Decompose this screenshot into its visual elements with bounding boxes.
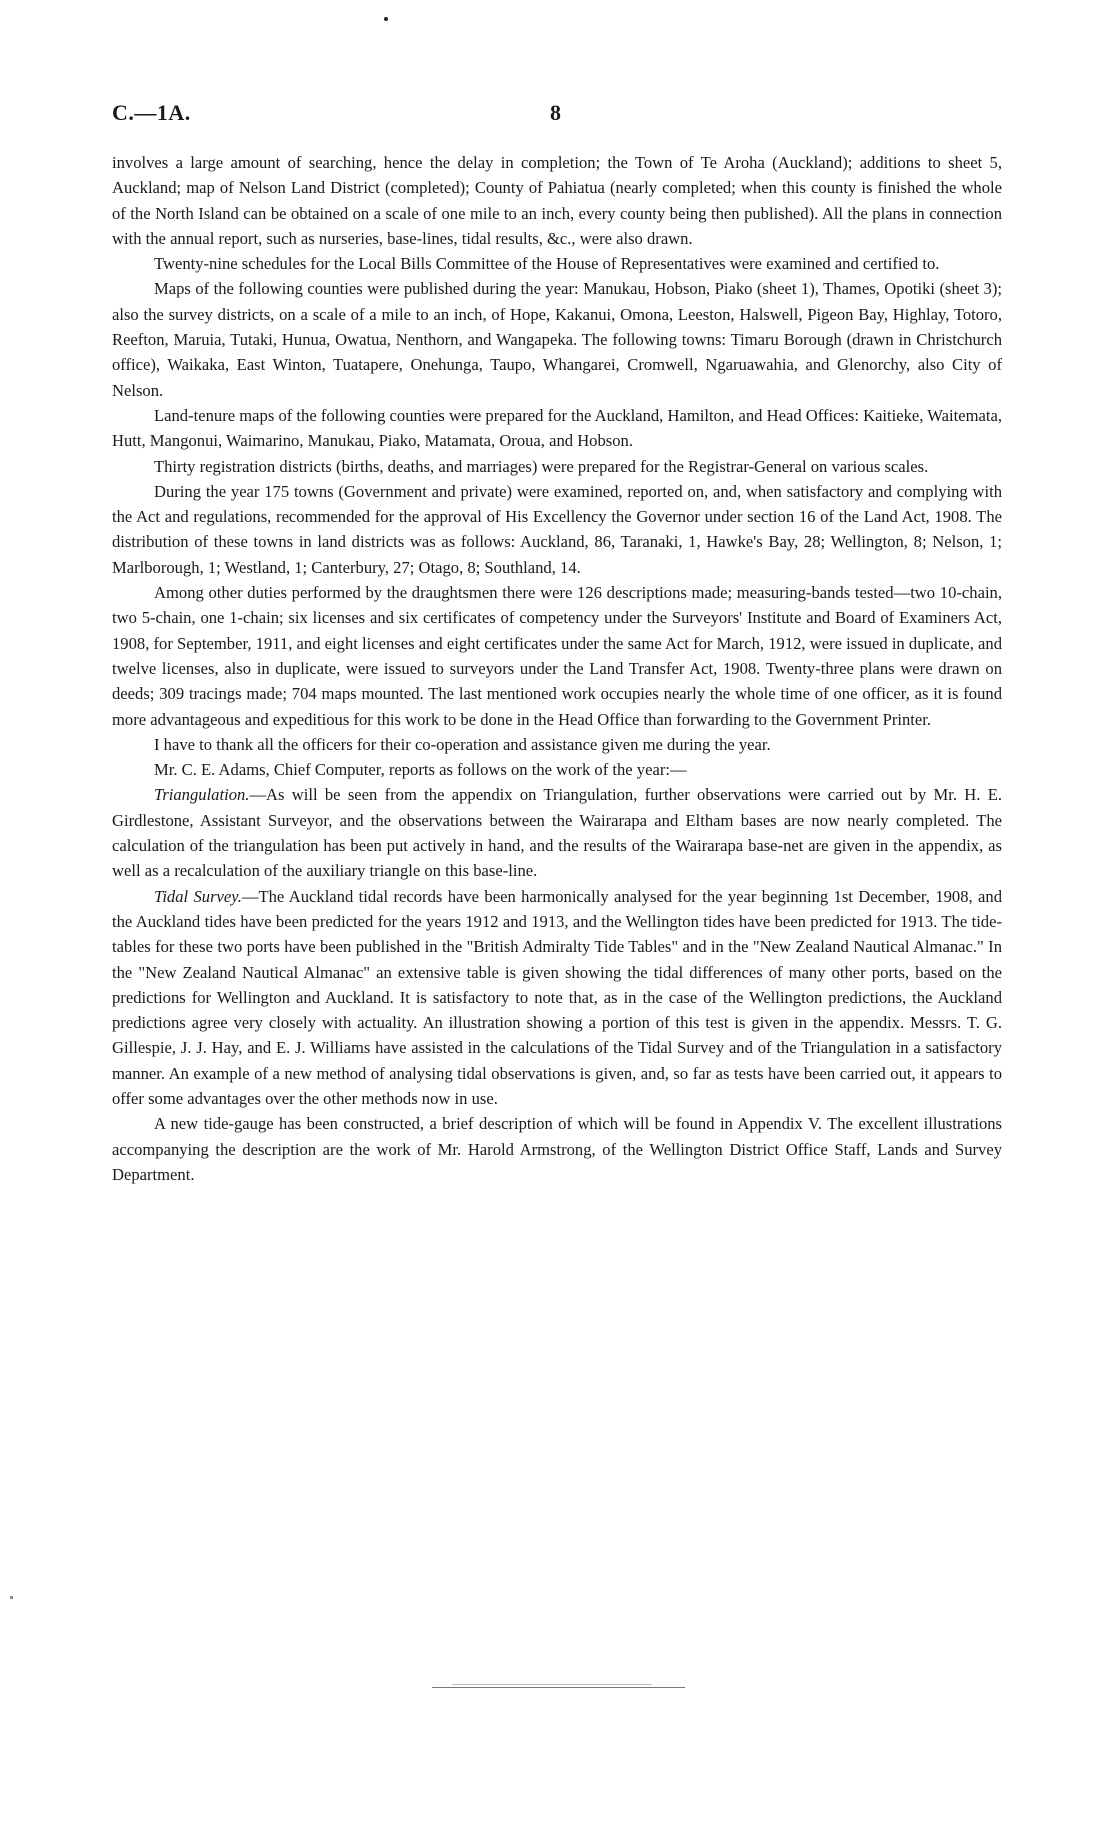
paragraph-tide-gauge: A new tide-gauge has been constructed, a brief description of which will be found in Appendix V. The excellent illustrations accompanying the description are the work of Mr. Harold Armstrong, of the Wellington District Office Staff, Lands and Survey Department. bbox=[112, 1114, 1002, 1184]
paragraph-towns-examined: During the year 175 towns (Government and private) were examined, reported on, and, when satisfactory and complying with the Act and regulations, recommended for the approval of His Excellency the Governor under section 16 of the Land Act, 1908. The distribution of these towns in land districts was as follows: Auckland, 86, Taranaki, 1, Hawke's Bay, 28; Wellington, 8; Nelson, 1; Marlborough, 1; Westland, 1; Canterbury, 27; Otago, 8; Southland, 14. bbox=[112, 481, 1002, 577]
paragraph-triangulation bbox=[112, 782, 1002, 883]
section-divider bbox=[432, 1687, 685, 1688]
page-number: 8 bbox=[550, 100, 561, 125]
paragraph-continuation: involves a large amount of searching, hence the delay in completion; the Town of Te Aroha (Auckland); additions to sheet 5, Auckland; map of Nelson Land District (completed); County of Pahiatua (nearly completed; when this county is finished the whole of the North Island can be obtained on a scale of one mile to an inch, every county being then published). All the plans in connection with the annual report, such as nurseries, base-lines, tidal results, &c., were also drawn. bbox=[112, 153, 1002, 248]
paragraph-land-tenure-maps: Land-tenure maps of the following counties were prepared for the Auckland, Hamilton, and Head Offices: Kaitieke, Waitemata, Hutt, Mangonui, Waimarino, Manukau, Piako, Matamata, Oroua, and Hobson. bbox=[112, 405, 1002, 451]
body-text bbox=[112, 150, 1002, 1187]
paragraph-tidal-survey bbox=[112, 884, 1002, 1112]
page-header bbox=[112, 100, 1002, 134]
margin-mark bbox=[10, 1596, 13, 1599]
paragraph-other-duties: Among other duties performed by the draughtsmen there were 126 descriptions made; measuring-bands tested—two 10-chain, two 5-chain, one 1-chain; six licenses and six certificates of competency under the Surveyors' Institute and Board of Examiners Act, 1908, for September, 1911, and eight licenses and eight certificates under the same Act for March, 1912, were issued in duplicate, and twelve licenses, also in duplicate, were issued to surveyors under the Land Transfer Act, 1908. Twenty-three plans were drawn on deeds; 309 tracings made; 704 maps mounted. The last mentioned work occupies nearly the whole time of one officer, as it is found more advantageous and expeditious for this work to be done in the Head Office than forwarding to the Government Printer. bbox=[112, 583, 1002, 729]
triangulation-heading: Triangulation. bbox=[154, 785, 250, 805]
paragraph-registration-districts: Thirty registration districts (births, deaths, and marriages) were prepared for the Registrar-General on various scales. bbox=[154, 456, 929, 476]
paragraph-thanks: I have to thank all the officers for their co-operation and assistance given me during the year. bbox=[154, 734, 771, 754]
triangulation-body: —As will be seen from the appendix on Triangulation, further observations were carried out by Mr. H. E. Girdlestone, Assistant Surveyor, and the observations between the Wairarapa and Eltham bases are now nearly completed. The calculation of the triangulation has been put actively in hand, and the results of the Wairarapa base-net are given in the appendix, as well as a recalculation of the auxiliary triangle on this base-line. bbox=[112, 785, 1002, 881]
paragraph-chief-computer: Mr. C. E. Adams, Chief Computer, reports as follows on the work of the year:— bbox=[154, 760, 687, 780]
tidal-survey-heading: Tidal Survey. bbox=[154, 886, 242, 906]
document-reference: C.—1A. bbox=[112, 100, 191, 125]
section-divider-upper bbox=[452, 1684, 652, 1685]
paragraph-local-bills: Twenty-nine schedules for the Local Bills Committee of the House of Representatives were examined and certified to. bbox=[154, 254, 940, 274]
tidal-survey-body: —The Auckland tidal records have been harmonically analysed for the year beginning 1st December, 1908, and the Auckland tides have been predicted for the years 1912 and 1913, and the Wellington tides have been predicted for 1913. The tide-tables for these two ports have been published in the "British Admiralty Tide Tables" and in the "New Zealand Nautical Almanac." In the "New Zealand Nautical Almanac" an extensive table is given showing the tidal differences of many other ports, based on the predictions for Wellington and Auckland. It is satisfactory to note that, as in the case of the Wellington predictions, the Auckland predictions agree very closely with actuality. An illustration showing a portion of this test is given in the appendix. Messrs. T. G. Gillespie, J. J. Hay, and E. J. Williams have assisted in the calculations of the Tidal Survey and of the Triangulation in a satisfactory manner. An example of a new method of analysing tidal observations is given, and, so far as tests have been carried out, it appears to offer some advantages over the other methods now in use. bbox=[112, 886, 1002, 1108]
paragraph-maps-published: Maps of the following counties were published during the year: Manukau, Hobson, Piako (sheet 1), Thames, Opotiki (sheet 3); also the survey districts, on a scale of a mile to an inch, of Hope, Kakanui, Omona, Leeston, Halswell, Pigeon Bay, Highlay, Totoro, Reefton, Maruia, Tutaki, Hunua, Owatua, Nenthorn, and Wangapeka. The following towns: Timaru Borough (drawn in Christchurch office), Waikaka, East Winton, Tuatapere, Onehunga, Taupo, Whangarei, Cromwell, Ngaruawahia, and Glenorchy, also City of Nelson. bbox=[112, 279, 1002, 400]
print-speck bbox=[384, 17, 388, 21]
